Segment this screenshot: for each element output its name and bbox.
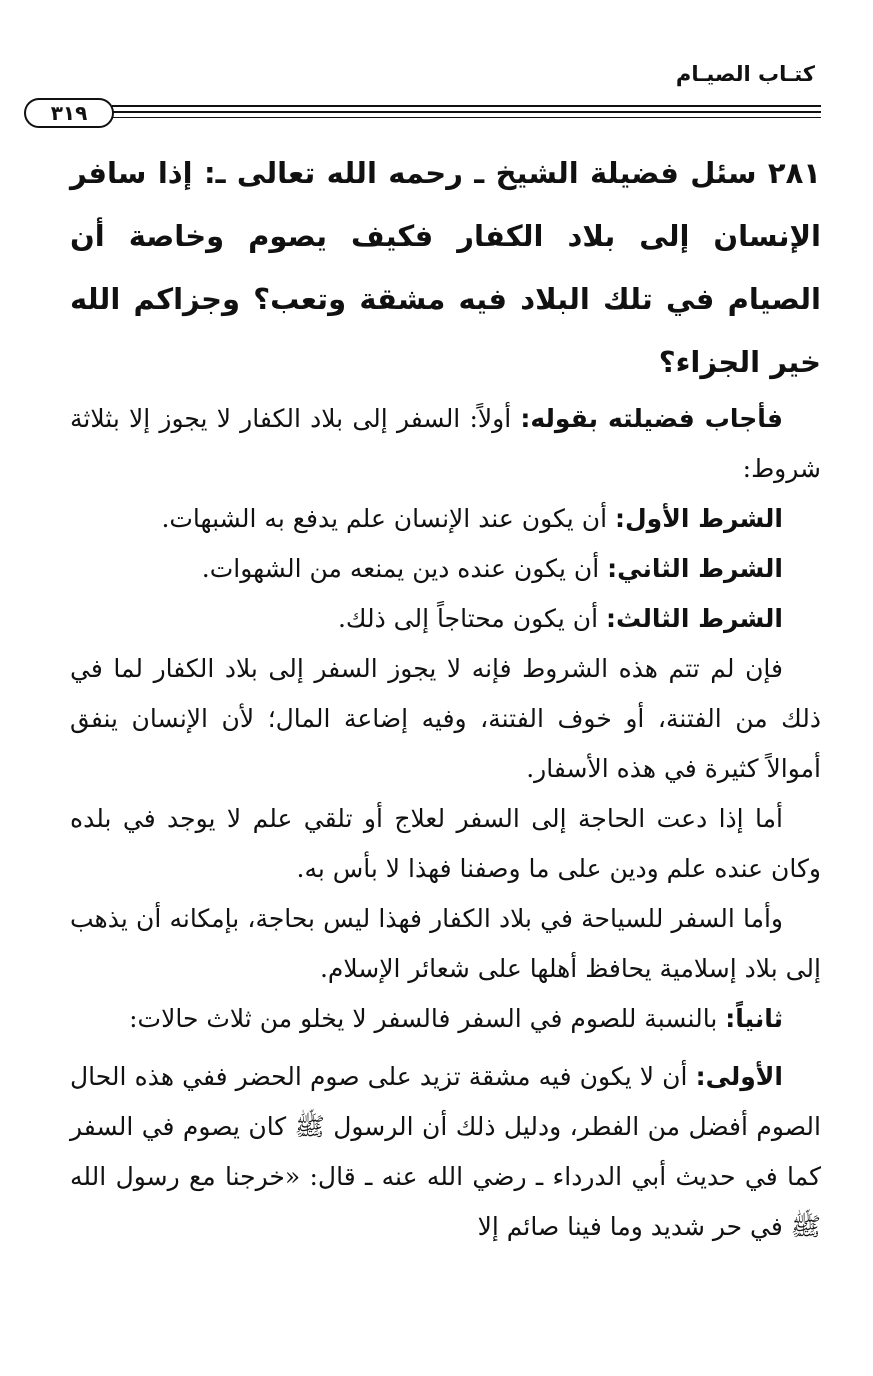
paragraph-no-conditions: فإن لم تتم هذه الشروط فإنه لا يجوز السفر إلى بلاد الكفار لما في ذلك من الفتنة، أو خوف الفتنة، وفيه إضاعة المال؛ لأن الإنسان ينفق أموالاً كثيرة في هذه الأسفار. bbox=[70, 654, 821, 783]
question-text: ٢٨١ سئل فضيلة الشيخ ـ رحمه الله تعالى ـ: إذا سافر الإنسان إلى بلاد الكفار فكيف يصوم وخاصة أن الصيام في تلك البلاد فيه مشقة وتعب؟ وجزاكم الله خير الجزاء؟ bbox=[70, 156, 821, 379]
answer-intro bbox=[70, 394, 821, 494]
page-number: ٣١٩ bbox=[50, 101, 88, 125]
running-title: كتـاب الصيـام bbox=[675, 62, 815, 86]
condition-3-text: أن يكون محتاجاً إلى ذلك. bbox=[337, 604, 606, 633]
second-point-text: بالنسبة للصوم في السفر فالسفر لا يخلو من ثلاث حالات: bbox=[129, 1004, 726, 1033]
first-case-label: الأولى: bbox=[695, 1062, 783, 1091]
page-number-frame bbox=[24, 98, 114, 128]
header-rule bbox=[112, 111, 821, 113]
condition-1-label: الشرط الأول: bbox=[614, 504, 783, 533]
answer-intro-text: أولاً: السفر إلى بلاد الكفار لا يجوز إلا بثلاثة شروط: bbox=[70, 404, 821, 483]
condition-1-text: أن يكون عند الإنسان علم يدفع به الشبهات. bbox=[161, 504, 615, 533]
second-point bbox=[70, 994, 821, 1044]
condition-3-label: الشرط الثالث: bbox=[605, 604, 783, 633]
header-rule bbox=[112, 105, 821, 107]
condition-3 bbox=[70, 594, 821, 644]
condition-2-text: أن يكون عنده دين يمنعه من الشهوات. bbox=[201, 554, 608, 583]
condition-2-label: الشرط الثاني: bbox=[607, 554, 783, 583]
second-point-label: ثانياً: bbox=[725, 1004, 783, 1033]
answer-intro-label: فأجاب فضيلته بقوله: bbox=[520, 404, 783, 433]
first-case bbox=[70, 1052, 821, 1252]
page-body bbox=[70, 142, 821, 1252]
condition-1 bbox=[70, 494, 821, 544]
paragraph-need: أما إذا دعت الحاجة إلى السفر لعلاج أو تلقي علم لا يوجد في بلده وكان عنده علم ودين على ما وصفنا فهذا لا بأس به. bbox=[70, 804, 821, 883]
condition-2 bbox=[70, 544, 821, 594]
first-case-text: أن لا يكون فيه مشقة تزيد على صوم الحضر ففي هذه الحال الصوم أفضل من الفطر، ودليل ذلك أن الرسول ﷺ كان يصوم في السفر كما في حديث أبي الدرداء ـ رضي الله عنه ـ قال: «خرجنا مع رسول الله ﷺ في حر شديد وما فينا صائم إلا bbox=[70, 1062, 821, 1241]
paragraph-tourism: وأما السفر للسياحة في بلاد الكفار فهذا ليس بحاجة، بإمكانه أن يذهب إلى بلاد إسلامية يحافظ أهلها على شعائر الإسلام. bbox=[70, 904, 821, 983]
spacer bbox=[70, 1044, 821, 1052]
header-rule bbox=[112, 117, 821, 118]
